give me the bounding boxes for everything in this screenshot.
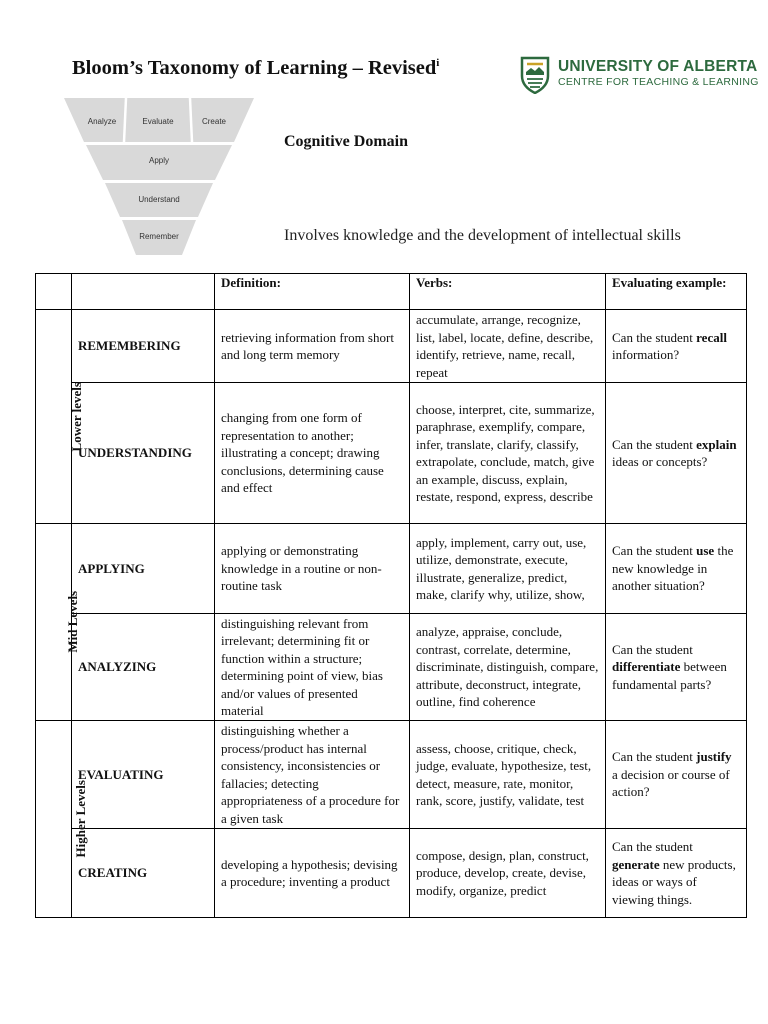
- table-row: [36, 829, 747, 918]
- domain-heading: Cognitive Domain: [284, 133, 408, 150]
- column-header-example: Evaluating example:: [606, 274, 747, 310]
- verbs-cell: accumulate, arrange, recognize, list, label, locate, define, describe, identify, retrieve, name, recall, repeat: [410, 310, 606, 383]
- taxonomy-table: [35, 273, 747, 918]
- verbs-cell: apply, implement, carry out, use, utilize, demonstrate, execute, illustrate, generalize, predict, make, clarify why, utilize, show,: [410, 524, 606, 614]
- example-keyword: explain: [696, 436, 737, 452]
- table-header-row: [36, 274, 747, 310]
- level-name: REMEMBERING: [72, 310, 215, 383]
- example-keyword: justify: [696, 749, 732, 765]
- shield-icon: [520, 56, 550, 94]
- example-text: Can the student: [612, 749, 697, 765]
- logo-university-name: UNIVERSITY OF ALBERTA: [558, 58, 758, 75]
- column-header-definition: Definition:: [215, 274, 410, 310]
- level-group-lower: [36, 310, 84, 524]
- example-text: the new knowledge in another situation?: [612, 543, 734, 594]
- title-text: Bloom’s Taxonomy of Learning – Revised: [72, 57, 437, 79]
- example-cell: [606, 721, 747, 829]
- example-keyword: differentiate: [612, 659, 681, 675]
- example-keyword: generate: [612, 856, 660, 872]
- bloom-pyramid-diagram: [48, 96, 270, 258]
- example-text: Can the student: [612, 436, 697, 452]
- table-row: [36, 614, 747, 721]
- example-text: between fundamental parts?: [612, 659, 727, 692]
- example-text: ideas or concepts?: [612, 454, 708, 469]
- definition-cell: distinguishing whether a process/product has internal consistency, inconsistencies or fallacies; detecting appropriateness of a procedure for a given task: [215, 721, 410, 829]
- table-row: [36, 310, 747, 383]
- pyramid-label-create: Create: [201, 117, 226, 126]
- level-name: CREATING: [72, 829, 215, 918]
- level-name: APPLYING: [72, 524, 215, 614]
- pyramid-label-evaluate: Evaluate: [142, 117, 174, 126]
- pyramid-label-remember: Remember: [139, 232, 179, 241]
- domain-description: Involves knowledge and the development of intellectual skills: [284, 227, 681, 244]
- example-text: Can the student: [612, 641, 693, 657]
- example-cell: [606, 614, 747, 721]
- level-group-label: Lower levels: [68, 381, 84, 452]
- example-text: information?: [612, 347, 680, 362]
- example-text: Can the student: [612, 839, 693, 854]
- table-row: [36, 383, 747, 524]
- definition-cell: distinguishing relevant from irrelevant; determining fit or function within a structure; determining point of view, bias and/or values of presented material: [215, 614, 410, 721]
- empty-header-cell: [72, 274, 215, 310]
- example-cell: [606, 524, 747, 614]
- column-header-verbs: Verbs:: [410, 274, 606, 310]
- example-cell: [606, 383, 747, 524]
- example-text: new products, ideas or ways of viewing things.: [612, 856, 736, 907]
- verbs-cell: choose, interpret, cite, summarize, paraphrase, exemplify, compare, infer, translate, clarify, classify, extrapolate, conclude, match, give an example, discuss, explain, restate, respond, express, describe: [410, 383, 606, 524]
- level-name: EVALUATING: [72, 721, 215, 829]
- level-name: UNDERSTANDING: [72, 383, 215, 524]
- pyramid-label-understand: Understand: [138, 195, 180, 204]
- table-row: [36, 721, 747, 829]
- table-row: [36, 524, 747, 614]
- empty-header-cell: [36, 274, 72, 310]
- example-cell: [606, 829, 747, 918]
- verbs-cell: assess, choose, critique, check, judge, evaluate, hypothesize, test, detect, measure, rate, monitor, rank, score, justify, validate, test: [410, 721, 606, 829]
- level-group-mid: [36, 524, 81, 721]
- pyramid-label-analyze: Analyze: [87, 117, 117, 126]
- document-title: [72, 57, 439, 80]
- definition-cell: changing from one form of representation to another; illustrating a concept; drawing conclusions, determining cause and effect: [215, 383, 410, 524]
- logo-centre-name: CENTRE FOR TEACHING & LEARNING: [558, 76, 759, 88]
- example-cell: [606, 310, 747, 383]
- definition-cell: developing a hypothesis; devising a procedure; inventing a product: [215, 829, 410, 918]
- example-text: a decision or course of action?: [612, 766, 730, 800]
- example-keyword: recall: [696, 329, 727, 345]
- example-text: Can the student: [612, 329, 697, 345]
- definition-cell: applying or demonstrating knowledge in a routine or non-routine task: [215, 524, 410, 614]
- definition-cell: retrieving information from short and long term memory: [215, 310, 410, 383]
- level-group-label: Higher Levels: [72, 780, 88, 858]
- verbs-cell: compose, design, plan, construct, produce, develop, create, devise, modify, organize, predict: [410, 829, 606, 918]
- example-text: Can the student: [612, 543, 697, 559]
- level-group-higher: [36, 721, 88, 918]
- verbs-cell: analyze, appraise, conclude, contrast, correlate, determine, discriminate, distinguish, compare, attribute, deconstruct, integrate, outline, find coherence: [410, 614, 606, 721]
- level-name: ANALYZING: [72, 614, 215, 721]
- level-group-label: Mid Levels: [65, 591, 81, 653]
- pyramid-label-apply: Apply: [148, 156, 169, 165]
- example-keyword: use: [696, 543, 715, 559]
- university-logo: [520, 56, 759, 96]
- title-footnote-marker: i: [436, 57, 440, 70]
